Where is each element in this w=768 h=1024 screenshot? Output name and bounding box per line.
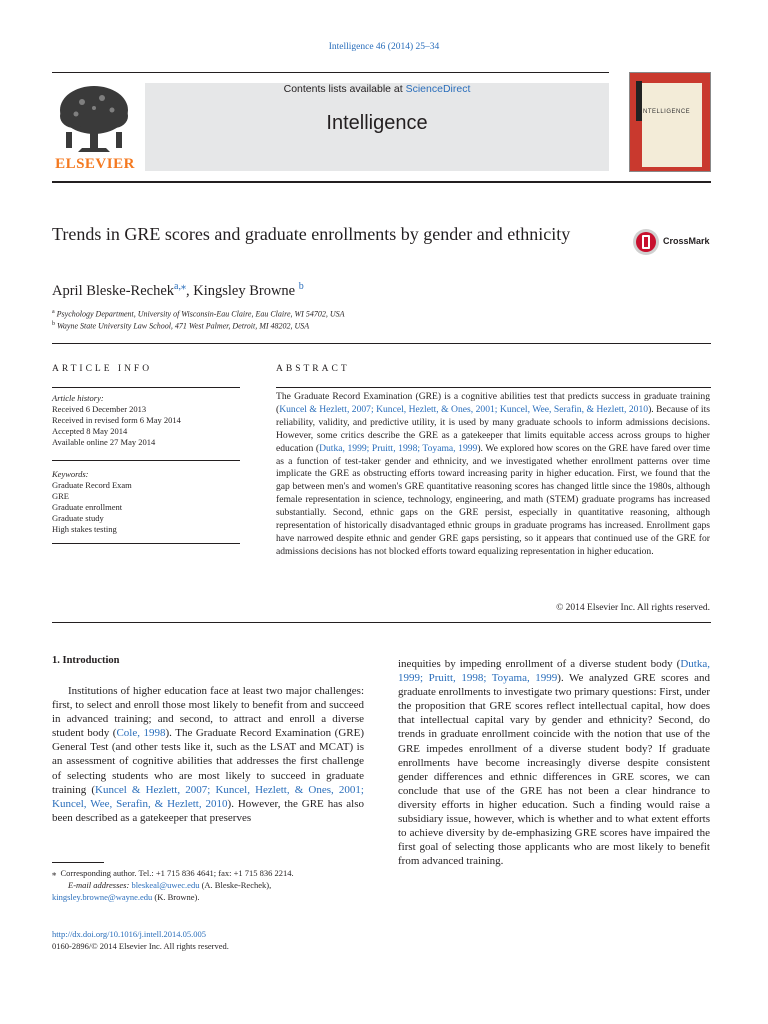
affiliation-mark: b: [52, 321, 55, 327]
sciencedirect-link[interactable]: ScienceDirect: [405, 83, 471, 95]
footnote-text: Corresponding author. Tel.: +1 715 836 4641; fax: +1 715 836 2214.: [60, 868, 294, 878]
corresponding-author-mark[interactable]: ⁎: [180, 281, 186, 292]
abstract-rule: [276, 387, 711, 388]
keywords-label: Keywords:: [52, 469, 89, 479]
footnote-rule: [52, 862, 104, 863]
keyword-item: Graduate Record Exam: [52, 480, 132, 490]
history-item: Available online 27 May 2014: [52, 437, 156, 447]
abstract-part: ). Because of its reliability, validity, and predictive utility, it is used by many graduate schools to inform admissions decisions. However, some critics describe the GRE as a gatekeeper that limits equitable access across groups to higher education (: [276, 403, 710, 454]
article-info-heading: ARTICLE INFO: [52, 364, 153, 374]
keyword-item: Graduate study: [52, 513, 104, 523]
email-owner: (K. Browne).: [152, 892, 200, 902]
abstract-copyright: © 2014 Elsevier Inc. All rights reserved.: [556, 603, 710, 613]
affiliation-mark: a: [52, 309, 55, 315]
author-affiliation-mark[interactable]: b: [298, 281, 304, 292]
contents-line: [145, 83, 609, 95]
affiliation-text: Wayne State University Law School, 471 West Palmer, Detroit, MI 48202, USA: [57, 321, 310, 331]
history-label: Article history:: [52, 393, 104, 403]
citation-link[interactable]: Dutka, 1999; Pruitt, 1998; Toyama, 1999: [319, 442, 478, 454]
contents-prefix: Contents lists available at: [283, 83, 406, 95]
body-text: inequities by impeding enrollment of a diverse student body (: [398, 658, 681, 670]
body-column-left: [52, 684, 364, 825]
author-list: [52, 281, 304, 300]
cover-title: NTELLIGENCE: [643, 109, 691, 115]
body-text: ). We analyzed GRE scores and graduate enrollments to investigate two primary questions: First, under the proposition that GRE scores reflect intellectual capital, how does that intellectual capital vary by gender and ethnicity? Second, do trends in graduate enrollment coincide with the notion that use of the GRE impedes enrollment of a diverse student body? If graduate enrollments have become increasingly diverse despite consistent gender differences and ethnic differences in GRE scores, we can conclude that use of the GRE has not been a clear hindrance to diversity efforts in higher education. Such a finding would raise a subsidiary issue, however, which is whether and to what extent efforts to achieve diversity by de-emphasizing GRE scores have impaired the first goal of selecting those applicants who are most likely to benefit from advanced training.: [398, 672, 711, 868]
body-text: ). However, the GRE has also been described as a gatekeeper that preserves: [52, 797, 364, 824]
citation-link[interactable]: Kuncel & Hezlett, 2007; Kuncel, Hezlett, & Ones, 2001; Kuncel, Wee, Serafin, & Hezlett, 2010: [279, 403, 649, 415]
footnote-emails-cont: [52, 891, 200, 903]
affiliation-text: Psychology Department, University of Wisconsin-Eau Claire, Eau Claire, WI 54702, USA: [56, 309, 345, 319]
email-label: E-mail addresses:: [68, 880, 132, 890]
email-link[interactable]: bleskeal@uwec.edu: [131, 880, 200, 890]
keyword-item: High stakes testing: [52, 524, 117, 534]
footnote-emails: [68, 879, 271, 891]
issn-line: 0160-2896/© 2014 Elsevier Inc. All rights reserved.: [52, 941, 229, 951]
cover-i-bar: [636, 81, 642, 121]
body-text: Institutions of higher education face at least two major challenges: first, to select and enroll those most likely to benefit from and succeed in advanced training; and second, to attract and enroll a diverse student body (: [52, 685, 364, 740]
journal-reference-link[interactable]: Intelligence 46 (2014) 25–34: [328, 42, 440, 52]
author-affiliation-mark[interactable]: a,: [174, 281, 181, 292]
body-text: ). The Graduate Record Examination (GRE) General Test (and other tests like it, such as the LSAT and MCAT) is an assessment of cognitive abilities that addresses the first challenge of selecting students who are most likely to succeed in graduate training (: [52, 727, 364, 796]
citation-link[interactable]: Kuncel & Hezlett, 2007; Kuncel, Hezlett, & Ones, 2001; Kuncel, Wee, Serafin, & Hezlett, 2010: [52, 783, 364, 810]
email-link[interactable]: kingsley.browne@wayne.edu: [52, 892, 153, 902]
section-rule: [52, 622, 711, 623]
history-item: Accepted 8 May 2014: [52, 426, 128, 436]
title-rule: [52, 343, 711, 344]
history-item: Received 6 December 2013: [52, 404, 147, 414]
keyword-item: Graduate enrollment: [52, 502, 123, 512]
history-item: Received in revised form 6 May 2014: [52, 415, 181, 425]
abstract-part: The Graduate Record Examination (GRE) is a cognitive abilities test that predicts success in graduate training (: [276, 391, 710, 415]
abstract-text: [276, 391, 710, 559]
abstract-heading: ABSTRACT: [276, 364, 350, 374]
author-name: April Bleske-Rechek: [52, 282, 175, 299]
keyword-item: GRE: [52, 491, 69, 501]
keywords-list: [52, 469, 132, 535]
info-rule: [52, 543, 240, 544]
elsevier-wordmark: ELSEVIER: [55, 156, 135, 172]
body-column-right: [398, 657, 710, 868]
abstract-part: ). We explored how scores on the GRE have fared over time as a function of test-taker gender and ethnicity, and we investigated whether enrollment patterns over time implicate the GRE as obstructing efforts toward increasing parity in higher education. First, we found that the gap between men's and women's GRE quantitative reasoning scores has changed little since the 1980s, although female representation in science, technology, engineering, and math (STEM) graduate programs has increased substantially. Second, ethnic gaps on the GRE persist, especially in quantitative reasoning, although representation of historically disadvantaged ethnic groups in graduate programs has increased. Enrollment gaps have narrowed despite ethnic and gender GRE gaps persisting, so it appears that continued use of the GRE for admissions decisions has not blocked efforts toward equalizing representation in higher education.: [276, 442, 710, 557]
introduction-heading: 1. Introduction: [52, 655, 120, 666]
citation-link[interactable]: Cole, 1998: [116, 727, 166, 740]
top-rule: [52, 72, 609, 73]
footnote-corresponding: [52, 867, 294, 879]
journal-name: Intelligence: [326, 112, 428, 134]
article-history: [52, 393, 181, 448]
email-owner: (A. Bleske-Rechek),: [199, 880, 272, 890]
info-rule: [52, 387, 240, 388]
header-rule: [52, 181, 711, 183]
citation-link[interactable]: Dutka, 1999; Pruitt, 1998; Toyama, 1999: [398, 658, 710, 685]
cover-panel: [642, 83, 702, 167]
affiliation-b: [52, 321, 309, 331]
crossmark-label[interactable]: CrossMark: [663, 236, 710, 246]
footnote-mark: ⁎: [52, 868, 57, 878]
doi-link[interactable]: http://dx.doi.org/10.1016/j.intell.2014.05.005: [52, 929, 207, 939]
info-rule: [52, 460, 240, 461]
author-name: , Kingsley Browne: [185, 282, 296, 299]
affiliation-a: [52, 309, 344, 319]
article-title: Trends in GRE scores and graduate enrollments by gender and ethnicity: [52, 224, 571, 244]
journal-cover-thumbnail[interactable]: [629, 72, 711, 172]
